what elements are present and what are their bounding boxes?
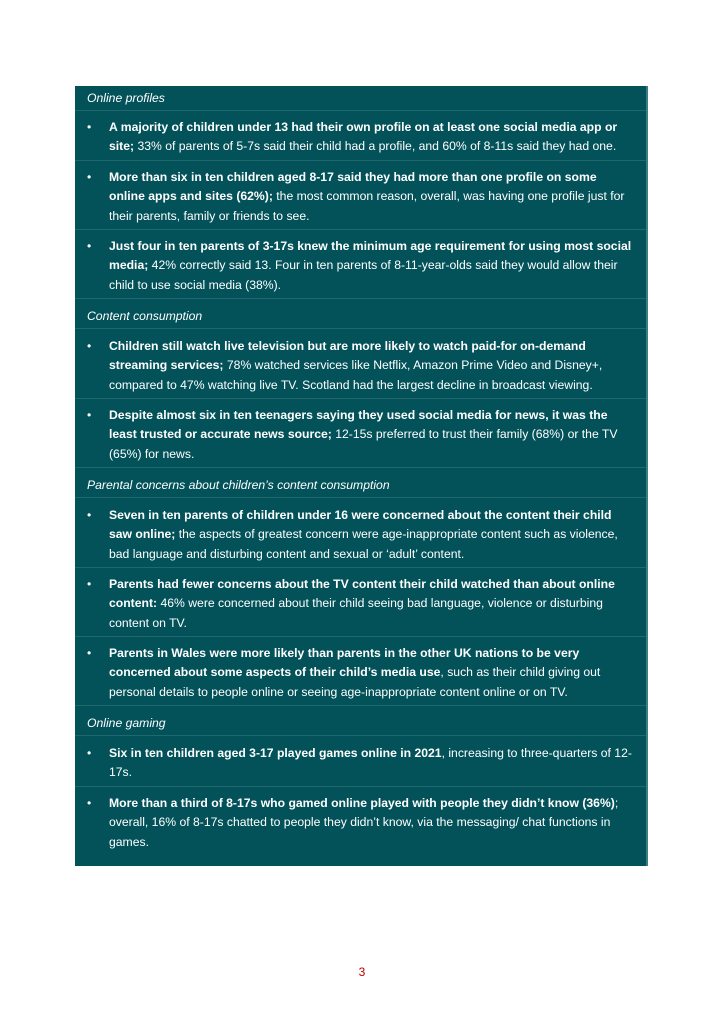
- finding-detail: , increasing to three-quarters of 12-17s.: [109, 746, 632, 780]
- finding-bold-lead: Parents in Wales were more likely than parents in the other UK nations to be very concerned about some aspects of their child’s media use: [109, 646, 580, 680]
- finding-bold-lead: Just four in ten parents of 3-17s knew the minimum age requirement for using most social media;: [109, 239, 632, 273]
- bullet-icon: •: [87, 408, 92, 422]
- finding-text: [109, 168, 633, 226]
- finding-bold-lead: Parents had fewer concerns about the TV content their child watched than about online content:: [109, 577, 615, 611]
- bullet-icon: •: [87, 508, 92, 522]
- finding-detail: the aspects of greatest concern were age-inappropriate content such as violence, bad language and disturbing content and sexual or ‘adult’ content.: [109, 527, 618, 561]
- divider: [75, 229, 646, 230]
- bullet-icon: •: [87, 796, 92, 810]
- finding-text: [109, 337, 633, 395]
- divider: [75, 735, 646, 736]
- finding-detail: 46% were concerned about their child seeing bad language, violence or disturbing content on TV.: [109, 596, 603, 630]
- finding-text: [109, 644, 633, 702]
- divider: [75, 398, 646, 399]
- bullet-icon: •: [87, 577, 92, 591]
- finding-bold-lead: More than a third of 8-17s who gamed online played with people they didn’t know (36%): [109, 796, 615, 810]
- divider: [75, 160, 646, 161]
- divider: [75, 328, 646, 329]
- divider: [75, 636, 646, 637]
- section-heading-parental-concerns: Parental concerns about children’s content consumption: [87, 478, 390, 492]
- section-heading-online-gaming: Online gaming: [87, 716, 166, 730]
- bullet-icon: •: [87, 120, 92, 134]
- divider: [75, 567, 646, 568]
- finding-text: [109, 118, 633, 157]
- divider: [75, 705, 646, 706]
- finding-text: [109, 794, 633, 852]
- bullet-icon: •: [87, 239, 92, 253]
- finding-bold-lead: Seven in ten parents of children under 16 were concerned about the content their child saw online;: [109, 508, 612, 542]
- divider: [75, 467, 646, 468]
- finding-detail: , such as their child giving out personal details to people online or seeing age-inappropriate content online or on TV.: [109, 665, 601, 699]
- bullet-icon: •: [87, 339, 92, 353]
- bullet-icon: •: [87, 170, 92, 184]
- divider: [75, 497, 646, 498]
- divider: [75, 110, 646, 111]
- finding-text: [109, 506, 633, 564]
- finding-bold-lead: A majority of children under 13 had their own profile on at least one social media app or site;: [109, 120, 618, 154]
- section-heading-content-consumption: Content consumption: [87, 309, 203, 323]
- page-number: 3: [358, 965, 366, 979]
- finding-text: [109, 406, 633, 464]
- finding-detail: 33% of parents of 5-7s said their child had a profile, and 60% of 8-11s said they had one.: [134, 139, 617, 154]
- section-heading-online-profiles: Online profiles: [87, 91, 165, 105]
- finding-text: [109, 237, 633, 295]
- finding-detail: the most common reason, overall, was having one profile just for their parents, family or friends to see.: [109, 189, 625, 223]
- finding-detail: 12-15s preferred to trust their family (68%) or the TV (65%) for news.: [109, 427, 618, 461]
- finding-detail: 42% correctly said 13. Four in ten parents of 8-11-year-olds said they would allow their child to use social media (38%).: [109, 258, 618, 292]
- finding-bold-lead: Despite almost six in ten teenagers saying they used social media for news, it was the least trusted or accurate news source;: [109, 408, 608, 442]
- bullet-icon: •: [87, 646, 92, 660]
- finding-text: [109, 575, 633, 633]
- finding-bold-lead: More than six in ten children aged 8-17 said they had more than one profile on some online apps and sites (62%);: [109, 170, 597, 204]
- divider: [75, 786, 646, 787]
- key-findings-panel: [75, 86, 648, 866]
- bullet-icon: •: [87, 746, 92, 760]
- divider: [75, 298, 646, 299]
- finding-bold-lead: Six in ten children aged 3-17 played games online in 2021: [109, 746, 442, 760]
- finding-detail: ; overall, 16% of 8-17s chatted to people they didn’t know, via the messaging/ chat functions in games.: [109, 796, 619, 849]
- finding-bold-lead: Children still watch live television but are more likely to watch paid-for on-demand streaming services;: [109, 339, 586, 373]
- finding-detail: 78% watched services like Netflix, Amazon Prime Video and Disney+, compared to 47% watching live TV. Scotland had the largest decline in broadcast viewing.: [109, 358, 603, 392]
- finding-text: [109, 744, 633, 783]
